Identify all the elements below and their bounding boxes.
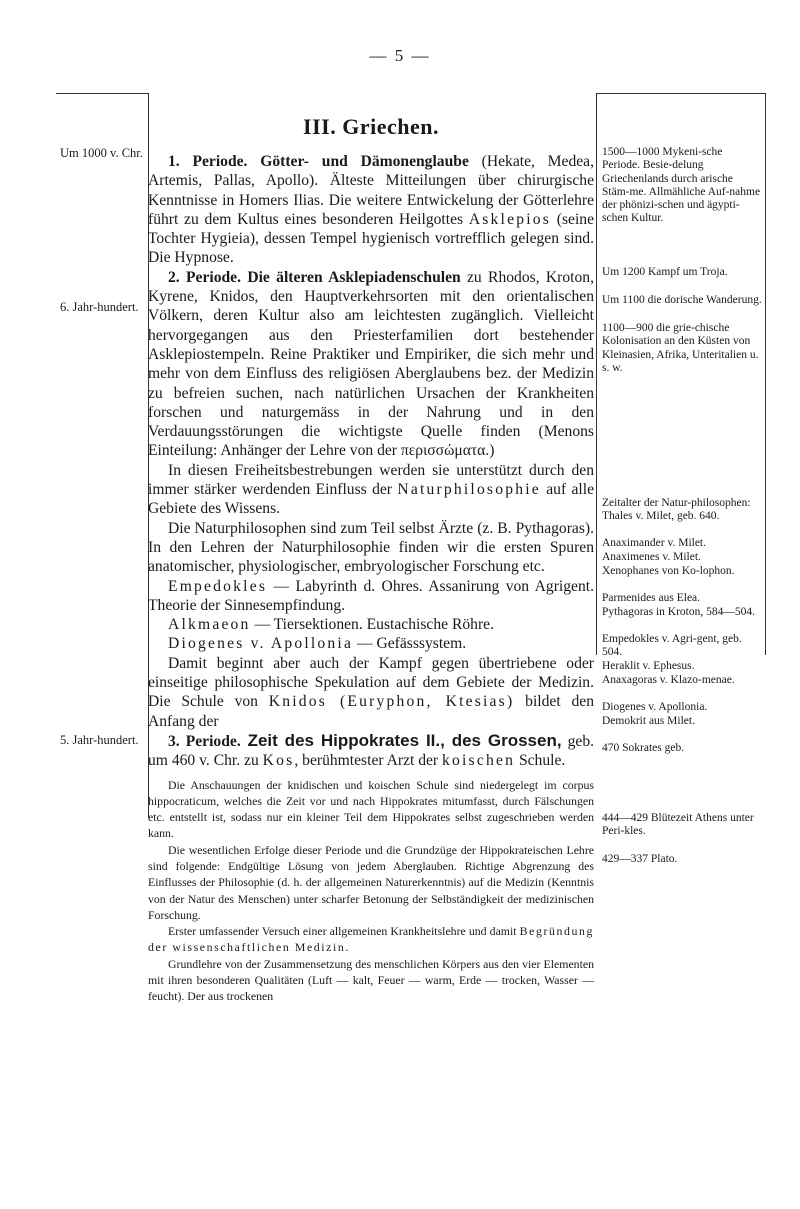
spaced-name: Diogenes v. Apollonia bbox=[168, 635, 354, 653]
section-title: III. Griechen. bbox=[303, 114, 439, 139]
margin-note: Anaximenes v. Milet. bbox=[602, 551, 701, 563]
paragraph-period-3 bbox=[148, 731, 594, 771]
margin-note: 429—337 Plato. bbox=[602, 853, 678, 865]
paragraph-naturphilosophen: Die Naturphilosophen sind zum Teil selbst Ärzte (z. B. Pythagoras). In den Lehren der Naturphilosophie finden wir die ersten Spuren anatomischer, physiologischer, embryologischer Forschung etc. bbox=[148, 519, 594, 576]
small-paragraph-krankheitslehre bbox=[148, 923, 594, 956]
spaced-name: Kos bbox=[262, 752, 295, 770]
body-text: auf alle Gebiete des Wissens. bbox=[148, 481, 594, 518]
paragraph-diogenes bbox=[148, 634, 594, 653]
margin-note: Diogenes v. Apollonia. bbox=[602, 701, 708, 713]
rule-right-main bbox=[596, 93, 597, 655]
page-number: — 5 — bbox=[369, 46, 431, 65]
margin-note: 470 Sokrates geb. bbox=[602, 742, 685, 754]
rule-right-edge bbox=[765, 93, 766, 655]
period-heading: 3. Periode. bbox=[168, 732, 241, 750]
margin-note: 1100—900 die grie-chische Kolonisation an den Küsten von Kleinasien, Afrika, Unteritalien u. s. w. bbox=[602, 322, 759, 374]
margin-note: 1500—1000 Mykeni-sche Periode. Besie-delung Griechenlands durch arische Stäm-me. Allmähliche Auf-nahme der phönizi-schen und ägypti-schen Kultur. bbox=[602, 146, 761, 225]
body-text: (seine Tochter Hygieia), dessen Tempel hygienisch vortrefflich gelegen sind. Die Hypnose. bbox=[148, 210, 594, 267]
body-text: Erster umfassender Versuch einer allgemeinen Krankheitslehre und damit bbox=[168, 924, 520, 939]
body-text: bildet den Anfang der bbox=[148, 693, 594, 730]
body-text: — Labyrinth d. Ohres. Assanirung von Agrigent. Theorie der Sinnesempfindung. bbox=[148, 577, 594, 614]
top-rule-left bbox=[56, 93, 148, 94]
margin-note: 5. Jahr-hundert. bbox=[60, 733, 139, 747]
body-text: . bbox=[345, 940, 349, 955]
paragraph-alkmaeon bbox=[148, 615, 594, 634]
period-heading-sans: Zeit des Hippokrates II., des Grossen, bbox=[240, 730, 562, 750]
spaced-name: Naturphilosophie bbox=[397, 481, 541, 499]
margin-note: Pythagoras in Kroton, 584—504. bbox=[602, 606, 756, 618]
body-text: Schule. bbox=[515, 752, 566, 770]
margin-note: Zeitalter der Natur-philosophen: Thales v. Milet, geb. 640. bbox=[602, 497, 751, 523]
spaced-name: Knidos (Euryphon, Ktesias) bbox=[268, 693, 515, 711]
body-text: — Tiersektionen. Eustachische Röhre. bbox=[250, 616, 494, 634]
body-text: In diesen Freiheitsbestrebungen werden sie unterstützt durch den immer stärker werdenden Einfluss der bbox=[148, 461, 594, 499]
margin-note: Um 1100 die dorische Wanderung. bbox=[602, 294, 762, 306]
body-text: zu Rhodos, Kroton, Kyrene, Knidos, den Hauptverkehrsorten mit den orientalischen Völkern, deren Kultur also am leichtesten zugänglich. Vielleicht hervorgegangen aus den Priesterfamilien dort bestehender Asklepiostempeln. Reine Praktiker und Empiriker, die sich mehr und mehr von dem Einfluss des religiösen Aberglaubens bez. der Medizin zu befreien suchen, nach natürlichen Ursachen der Krankheiten forschen und naturgemäss in der Nahrung und in den Verdauungsstörungen die wichtigste Quelle finden (Menons Einteilung: Anhänger der Lehre von der περισσώματα.) bbox=[148, 268, 594, 460]
margin-note: Parmenides aus Elea. bbox=[602, 592, 701, 604]
body-text: geb. um 460 v. Chr. zu bbox=[148, 732, 595, 770]
margin-note: Anaximander v. Milet. bbox=[602, 537, 707, 549]
margin-note: Demokrit aus Milet. bbox=[602, 715, 695, 727]
paragraph-period-1 bbox=[148, 152, 594, 268]
main-text-column bbox=[148, 100, 594, 1005]
margin-note: Xenophanes von Ko-lophon. bbox=[602, 565, 735, 577]
paragraph-empedokles bbox=[148, 577, 594, 616]
margin-note: Empedokles v. Agri-gent, geb. 504. bbox=[602, 633, 742, 659]
spaced-name: Empedokles bbox=[168, 577, 268, 595]
period-heading: 2. Periode. Die älteren Asklepiadenschulen bbox=[168, 268, 461, 286]
margin-note: Anaxagoras v. Klazo-menae. bbox=[602, 674, 735, 686]
spaced-name: Begründung der wissenschaftlichen Medizin bbox=[148, 924, 594, 955]
small-paragraph-elemente: Grundlehre von der Zusammensetzung des menschlichen Körpers aus den vier Elementen mit ihren besonderen Qualitäten (Luft — kalt, Feuer — warm, Erde — trocken, Wasser — feucht). Der aus trockenen bbox=[148, 956, 594, 1004]
margin-note: Um 1000 v. Chr. bbox=[60, 146, 143, 160]
margin-note: 444—429 Blütezeit Athens unter Peri-kles. bbox=[602, 812, 754, 838]
body-text: , berühmtester Arzt der bbox=[294, 752, 443, 770]
paragraph-naturphilosophie bbox=[148, 461, 594, 519]
body-text: — Gefässsystem. bbox=[353, 635, 467, 653]
spaced-name: koischen bbox=[442, 752, 516, 770]
margin-note: 6. Jahr-hundert. bbox=[60, 300, 139, 314]
spaced-name: Alkmaeon bbox=[168, 616, 251, 634]
body-text: (Hekate, Medea, Artemis, Pallas, Apollo). Älteste Mitteilungen über chirurgische Kenntnisse in Homers Ilias. Die weitere Entwickelung der Götterlehre führt zu dem Kultus eines besonderen Heilgottes bbox=[148, 153, 594, 228]
margin-note: Um 1200 Kampf um Troja. bbox=[602, 266, 728, 278]
top-rule-right bbox=[596, 93, 766, 94]
margin-note: Heraklit v. Ephesus. bbox=[602, 660, 695, 672]
period-heading: 1. Periode. Götter- und Dämonenglaube bbox=[168, 153, 469, 170]
body-text: Damit beginnt aber auch der Kampf gegen übertriebene oder einseitige philosophische Spekulation auf dem Gebiete der Medizin. Die Schule von bbox=[148, 654, 594, 711]
spaced-name: Asklepios bbox=[468, 210, 552, 228]
small-paragraph-corpus: Die Anschauungen der knidischen und koischen Schule sind niedergelegt im corpus hippocraticum, welches die Zeit vor und nach Hippokrates mitumfasst, durch Fälschungen etc. entstellt ist, sodass nur ein kleiner Teil dem Hippokrates selbst zugeschrieben werden kann. bbox=[148, 777, 594, 841]
paragraph-knidos bbox=[148, 654, 594, 731]
small-paragraph-erfolge: Die wesentlichen Erfolge dieser Periode und die Grundzüge der Hippokrateischen Lehre sind folgende: Endgültige Lösung von jedem Aberglauben. Richtige Abgrenzung des Einflusses der Philosophie (d. h. der allgemeinen Naturerkenntnis) auf die Medizin (Kenntnis von der Natur des Menschen) unter scharfer Betonung der Selbständigkeit der medizinischen Forschung. bbox=[148, 842, 594, 922]
paragraph-period-2 bbox=[148, 268, 594, 461]
